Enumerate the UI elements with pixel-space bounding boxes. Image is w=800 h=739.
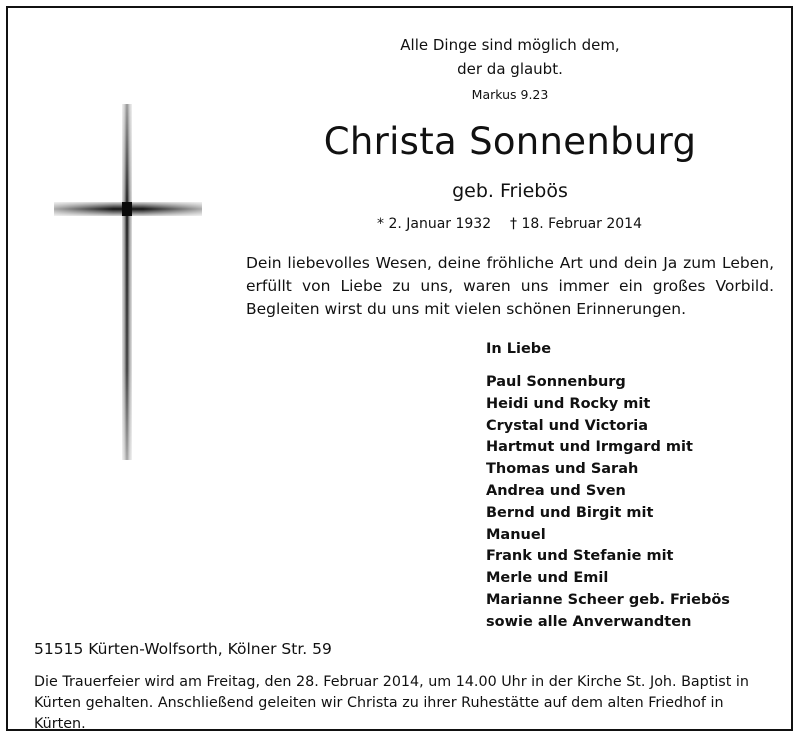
mourner-name: Frank und Stefanie mit xyxy=(486,548,674,565)
motto-reference: Markus 9.23 xyxy=(471,87,549,102)
cross-icon xyxy=(54,104,202,460)
mourner-name: sowie alle Anverwandten xyxy=(486,613,692,630)
mourner-name: Hartmut und Irmgard mit xyxy=(486,439,693,456)
mourner-name: Andrea und Sven xyxy=(486,482,626,499)
maiden-name: geb. Friebös xyxy=(452,180,568,202)
motto-line-2: der da glaubt. xyxy=(457,60,563,78)
deceased-name: Christa Sonnenburg xyxy=(323,120,697,163)
mourner-name: Crystal und Victoria xyxy=(486,417,649,434)
family-address: 51515 Kürten-Wolfsorth, Kölner Str. 59 xyxy=(34,640,332,658)
tribute-text: Dein liebevolles Wesen, deine fröhliche Art und dein Ja zum Leben, erfüllt von Liebe zu uns, waren uns immer ein großes Vorbild. Begleiten wirst du uns mit vielen schönen Erinnerungen. xyxy=(246,254,774,318)
mourner-name: Heidi und Rocky mit xyxy=(486,395,651,412)
mourner-name: Manuel xyxy=(486,526,546,543)
motto-line-1: Alle Dinge sind möglich dem, xyxy=(400,36,620,54)
funeral-service-text: Die Trauerfeier wird am Freitag, den 28. Februar 2014, um 14.00 Uhr in der Kirche St. Joh. Baptist in Kürten gehalten. Anschließend geleiten wir Christa zu ihrer Ruhestätte auf dem alten Friedhof in Kürten. xyxy=(34,674,749,732)
death-date: † 18. Februar 2014 xyxy=(510,216,642,232)
mourner-name: Thomas und Sarah xyxy=(486,461,639,478)
mourners-title: In Liebe xyxy=(486,341,552,357)
mourner-name: Merle und Emil xyxy=(486,570,609,587)
mourner-name: Marianne Scheer geb. Friebös xyxy=(486,591,730,608)
mourner-name: Bernd und Birgit mit xyxy=(486,504,654,521)
mourner-name: Paul Sonnenburg xyxy=(486,374,626,390)
birth-date: * 2. Januar 1932 xyxy=(377,216,492,232)
mourners-list xyxy=(486,372,730,634)
